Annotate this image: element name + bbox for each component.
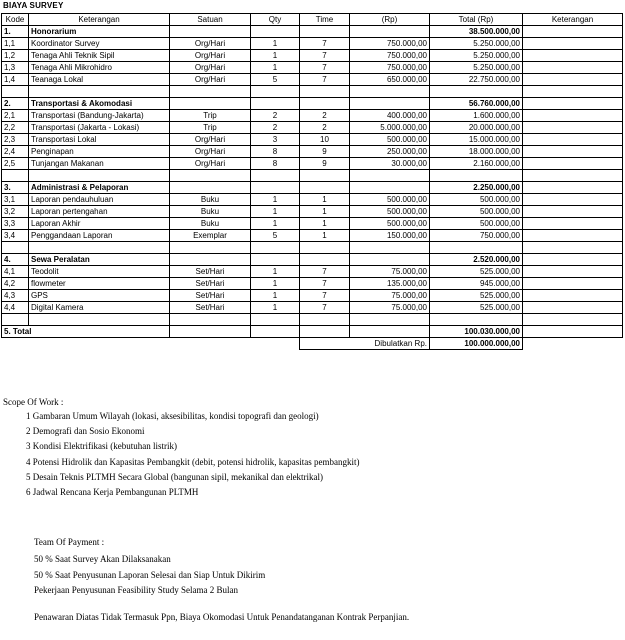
grand-total-row xyxy=(2,326,623,338)
col-header-kode: Kode xyxy=(2,14,29,26)
blank-cell xyxy=(251,170,300,182)
row-qty: 2 xyxy=(251,110,300,122)
row-note xyxy=(523,290,623,302)
row-kode: 3,3 xyxy=(2,218,29,230)
row-keterangan: Teodolit xyxy=(29,266,170,278)
table-row xyxy=(2,74,623,86)
table-row xyxy=(2,38,623,50)
row-rp: 75.000,00 xyxy=(350,266,430,278)
col-header-satuan: Satuan xyxy=(170,14,251,26)
row-satuan: Set/Hari xyxy=(170,290,251,302)
empty-cell xyxy=(523,26,623,38)
row-rp: 750.000,00 xyxy=(350,62,430,74)
row-note xyxy=(523,266,623,278)
blank-cell xyxy=(523,242,623,254)
row-time: 9 xyxy=(300,146,350,158)
empty-cell xyxy=(523,254,623,266)
footer-note: Penawaran Diatas Tidak Termasuk Ppn, Biaya Okomodasi Untuk Penandatanganan Kontrak Perpanjian. xyxy=(34,612,410,622)
row-keterangan: Transportasi Lokal xyxy=(29,134,170,146)
row-total: 500.000,00 xyxy=(430,218,523,230)
row-time: 1 xyxy=(300,206,350,218)
row-qty: 1 xyxy=(251,194,300,206)
blank-cell xyxy=(170,314,251,326)
row-qty: 1 xyxy=(251,218,300,230)
budget-body xyxy=(2,26,623,350)
section-code: 2. xyxy=(2,98,29,110)
col-header-keterangan: Keterangan xyxy=(29,14,170,26)
row-time: 2 xyxy=(300,122,350,134)
col-header-qty: Qty xyxy=(251,14,300,26)
section-name: Sewa Peralatan xyxy=(29,254,170,266)
row-rp: 500.000,00 xyxy=(350,134,430,146)
row-rp: 500.000,00 xyxy=(350,194,430,206)
col-header-total: Total (Rp) xyxy=(430,14,523,26)
empty-cell xyxy=(523,338,623,350)
row-qty: 8 xyxy=(251,158,300,170)
payment-title: Team Of Payment : xyxy=(34,537,105,547)
scope-item: 6 Jadwal Rencana Kerja Pembangunan PLTMH xyxy=(26,486,199,497)
row-note xyxy=(523,50,623,62)
col-header-keterangan-2: Keterangan xyxy=(523,14,623,26)
row-total: 15.000.000,00 xyxy=(430,134,523,146)
row-keterangan: flowmeter xyxy=(29,278,170,290)
grand-total-label: 5. Total xyxy=(2,326,170,338)
row-kode: 4,4 xyxy=(2,302,29,314)
row-qty: 8 xyxy=(251,146,300,158)
empty-cell xyxy=(170,26,251,38)
blank-cell xyxy=(350,86,430,98)
blank-cell xyxy=(350,170,430,182)
blank-cell xyxy=(29,170,170,182)
row-satuan: Set/Hari xyxy=(170,278,251,290)
row-total: 525.000,00 xyxy=(430,266,523,278)
row-keterangan: Teanaga Lokal xyxy=(29,74,170,86)
row-note xyxy=(523,158,623,170)
payment-item: 50 % Saat Survey Akan Dilaksanakan xyxy=(34,554,171,564)
blank-cell xyxy=(523,170,623,182)
row-qty: 3 xyxy=(251,134,300,146)
row-satuan: Buku xyxy=(170,194,251,206)
section-row xyxy=(2,182,623,194)
row-kode: 3,1 xyxy=(2,194,29,206)
row-qty: 1 xyxy=(251,266,300,278)
row-total: 525.000,00 xyxy=(430,302,523,314)
row-note xyxy=(523,110,623,122)
row-kode: 1,2 xyxy=(2,50,29,62)
row-satuan: Org/Hari xyxy=(170,134,251,146)
row-keterangan: Tunjangan Makanan xyxy=(29,158,170,170)
row-time: 7 xyxy=(300,266,350,278)
empty-cell xyxy=(300,326,350,338)
row-time: 7 xyxy=(300,290,350,302)
row-total: 5.250.000,00 xyxy=(430,38,523,50)
col-header-time: Time xyxy=(300,14,350,26)
row-qty: 1 xyxy=(251,302,300,314)
row-keterangan: Transportasi (Jakarta - Lokasi) xyxy=(29,122,170,134)
row-note xyxy=(523,218,623,230)
row-time: 1 xyxy=(300,194,350,206)
table-row xyxy=(2,290,623,302)
row-qty: 1 xyxy=(251,290,300,302)
row-satuan: Exemplar xyxy=(170,230,251,242)
blank-row xyxy=(2,242,623,254)
row-note xyxy=(523,134,623,146)
row-satuan: Buku xyxy=(170,206,251,218)
row-satuan: Set/Hari xyxy=(170,266,251,278)
row-total: 5.250.000,00 xyxy=(430,50,523,62)
blank-cell xyxy=(300,86,350,98)
row-note xyxy=(523,194,623,206)
row-kode: 3,4 xyxy=(2,230,29,242)
row-qty: 1 xyxy=(251,206,300,218)
row-keterangan: Penggandaan Laporan xyxy=(29,230,170,242)
blank-cell xyxy=(523,314,623,326)
section-total: 2.520.000,00 xyxy=(430,254,523,266)
blank-cell xyxy=(350,242,430,254)
scope-item: 2 Demografi dan Sosio Ekonomi xyxy=(26,426,145,437)
empty-cell xyxy=(300,254,350,266)
row-qty: 5 xyxy=(251,74,300,86)
blank-row xyxy=(2,314,623,326)
row-note xyxy=(523,74,623,86)
row-rp: 500.000,00 xyxy=(350,206,430,218)
row-rp: 750.000,00 xyxy=(350,38,430,50)
row-total: 22.750.000,00 xyxy=(430,74,523,86)
row-satuan: Org/Hari xyxy=(170,146,251,158)
empty-cell xyxy=(523,182,623,194)
row-note xyxy=(523,278,623,290)
table-row xyxy=(2,134,623,146)
empty-cell xyxy=(300,98,350,110)
blank-cell xyxy=(170,242,251,254)
row-kode: 4,2 xyxy=(2,278,29,290)
row-qty: 1 xyxy=(251,278,300,290)
row-kode: 2,5 xyxy=(2,158,29,170)
row-total: 525.000,00 xyxy=(430,290,523,302)
row-kode: 2,2 xyxy=(2,122,29,134)
row-keterangan: Koordinator Survey xyxy=(29,38,170,50)
row-kode: 4,3 xyxy=(2,290,29,302)
rounded-label: Dibulatkan Rp. xyxy=(300,338,430,350)
empty-cell xyxy=(251,182,300,194)
row-rp: 650.000,00 xyxy=(350,74,430,86)
row-rp: 250.000,00 xyxy=(350,146,430,158)
blank-cell xyxy=(170,170,251,182)
blank-cell xyxy=(29,242,170,254)
row-keterangan: Tenaga Ahli Mikrohidro xyxy=(29,62,170,74)
blank-cell xyxy=(523,86,623,98)
row-satuan: Set/Hari xyxy=(170,302,251,314)
table-row xyxy=(2,122,623,134)
row-kode: 4,1 xyxy=(2,266,29,278)
row-satuan: Org/Hari xyxy=(170,38,251,50)
row-total: 18.000.000,00 xyxy=(430,146,523,158)
empty-cell xyxy=(170,98,251,110)
row-kode: 1,4 xyxy=(2,74,29,86)
row-total: 2.160.000,00 xyxy=(430,158,523,170)
rounded-row xyxy=(2,338,623,350)
empty-cell xyxy=(251,326,300,338)
blank-cell xyxy=(170,86,251,98)
blank-cell xyxy=(300,314,350,326)
blank-cell xyxy=(2,170,29,182)
row-total: 500.000,00 xyxy=(430,194,523,206)
row-rp: 5.000.000,00 xyxy=(350,122,430,134)
empty-cell xyxy=(2,338,29,350)
row-rp: 750.000,00 xyxy=(350,50,430,62)
row-note xyxy=(523,230,623,242)
empty-cell xyxy=(350,26,430,38)
row-qty: 1 xyxy=(251,62,300,74)
empty-cell xyxy=(29,338,170,350)
empty-cell xyxy=(350,254,430,266)
blank-cell xyxy=(430,86,523,98)
blank-cell xyxy=(300,242,350,254)
empty-cell xyxy=(251,254,300,266)
blank-cell xyxy=(29,86,170,98)
scope-title: Scope Of Work : xyxy=(3,397,64,407)
row-total: 750.000,00 xyxy=(430,230,523,242)
empty-cell xyxy=(170,254,251,266)
row-rp: 500.000,00 xyxy=(350,218,430,230)
table-row xyxy=(2,62,623,74)
blank-cell xyxy=(251,86,300,98)
row-kode: 3,2 xyxy=(2,206,29,218)
section-row xyxy=(2,26,623,38)
table-row xyxy=(2,266,623,278)
table-row xyxy=(2,218,623,230)
row-keterangan: Transportasi (Bandung-Jakarta) xyxy=(29,110,170,122)
row-note xyxy=(523,302,623,314)
row-time: 1 xyxy=(300,218,350,230)
payment-list xyxy=(34,552,265,599)
row-time: 9 xyxy=(300,158,350,170)
section-code: 4. xyxy=(2,254,29,266)
scope-item: 4 Potensi Hidrolik dan Kapasitas Pembangkit (debit, potensi hidrolik, kapasitas pembangkit) xyxy=(26,456,360,467)
row-satuan: Trip xyxy=(170,122,251,134)
row-time: 7 xyxy=(300,50,350,62)
row-rp: 135.000,00 xyxy=(350,278,430,290)
section-name: Honorarium xyxy=(29,26,170,38)
row-rp: 400.000,00 xyxy=(350,110,430,122)
empty-cell xyxy=(170,182,251,194)
budget-table xyxy=(1,13,623,350)
row-kode: 2,4 xyxy=(2,146,29,158)
empty-cell xyxy=(170,338,251,350)
row-keterangan: Tenaga Ahli Teknik Sipil xyxy=(29,50,170,62)
payment-item: 50 % Saat Penyusunan Laporan Selesai dan Siap Untuk Dikirim xyxy=(34,569,266,580)
sheet-title: BIAYA SURVEY xyxy=(3,1,64,10)
table-row xyxy=(2,278,623,290)
section-total: 2.250.000,00 xyxy=(430,182,523,194)
blank-cell xyxy=(29,314,170,326)
row-rp: 75.000,00 xyxy=(350,302,430,314)
empty-cell xyxy=(350,326,430,338)
row-total: 500.000,00 xyxy=(430,206,523,218)
empty-cell xyxy=(523,326,623,338)
scope-item: 3 Kondisi Elektrifikasi (kebutuhan listrik) xyxy=(26,441,177,452)
blank-cell xyxy=(251,242,300,254)
blank-cell xyxy=(430,170,523,182)
blank-cell xyxy=(2,86,29,98)
rounded-value: 100.000.000,00 xyxy=(430,338,523,350)
row-total: 20.000.000,00 xyxy=(430,122,523,134)
header-row xyxy=(2,14,623,26)
row-time: 7 xyxy=(300,62,350,74)
row-qty: 2 xyxy=(251,122,300,134)
row-note xyxy=(523,206,623,218)
section-code: 1. xyxy=(2,26,29,38)
row-satuan: Buku xyxy=(170,218,251,230)
empty-cell xyxy=(251,98,300,110)
table-row xyxy=(2,230,623,242)
row-total: 945.000,00 xyxy=(430,278,523,290)
row-rp: 30.000,00 xyxy=(350,158,430,170)
col-header-rp: (Rp) xyxy=(350,14,430,26)
empty-cell xyxy=(251,338,300,350)
row-rp: 75.000,00 xyxy=(350,290,430,302)
section-row xyxy=(2,254,623,266)
table-row xyxy=(2,158,623,170)
row-keterangan: Penginapan xyxy=(29,146,170,158)
section-code: 3. xyxy=(2,182,29,194)
table-row xyxy=(2,302,623,314)
row-time: 2 xyxy=(300,110,350,122)
row-time: 10 xyxy=(300,134,350,146)
row-satuan: Org/Hari xyxy=(170,62,251,74)
row-time: 7 xyxy=(300,302,350,314)
blank-cell xyxy=(2,242,29,254)
row-total: 1.600.000,00 xyxy=(430,110,523,122)
empty-cell xyxy=(350,182,430,194)
section-name: Administrasi & Pelaporan xyxy=(29,182,170,194)
row-note xyxy=(523,62,623,74)
row-qty: 1 xyxy=(251,38,300,50)
scope-list xyxy=(26,409,359,500)
row-note xyxy=(523,122,623,134)
row-note xyxy=(523,146,623,158)
blank-row xyxy=(2,170,623,182)
blank-cell xyxy=(350,314,430,326)
empty-cell xyxy=(523,98,623,110)
table-row xyxy=(2,206,623,218)
payment-item: Pekerjaan Penyusunan Feasibility Study Selama 2 Bulan xyxy=(34,585,238,595)
blank-row xyxy=(2,86,623,98)
row-keterangan: GPS xyxy=(29,290,170,302)
grand-total-value: 100.030.000,00 xyxy=(430,326,523,338)
section-total: 56.760.000,00 xyxy=(430,98,523,110)
row-keterangan: Laporan pertengahan xyxy=(29,206,170,218)
empty-cell xyxy=(300,182,350,194)
row-kode: 2,3 xyxy=(2,134,29,146)
scope-item: 1 Gambaran Umum Wilayah (lokasi, aksesibilitas, kondisi topografi dan geologi) xyxy=(26,411,319,421)
empty-cell xyxy=(300,26,350,38)
blank-cell xyxy=(251,314,300,326)
row-qty: 1 xyxy=(251,50,300,62)
row-rp: 150.000,00 xyxy=(350,230,430,242)
row-keterangan: Digital Kamera xyxy=(29,302,170,314)
row-total: 5.250.000,00 xyxy=(430,62,523,74)
row-keterangan: Laporan Akhir xyxy=(29,218,170,230)
table-row xyxy=(2,194,623,206)
blank-cell xyxy=(430,314,523,326)
row-satuan: Org/Hari xyxy=(170,50,251,62)
row-satuan: Trip xyxy=(170,110,251,122)
row-satuan: Org/Hari xyxy=(170,158,251,170)
scope-item: 5 Desain Teknis PLTMH Secara Global (bangunan sipil, mekanikal dan elektrikal) xyxy=(26,471,324,482)
blank-cell xyxy=(430,242,523,254)
row-time: 7 xyxy=(300,278,350,290)
row-note xyxy=(523,38,623,50)
row-qty: 5 xyxy=(251,230,300,242)
empty-cell xyxy=(170,326,251,338)
table-row xyxy=(2,146,623,158)
table-row xyxy=(2,110,623,122)
row-time: 1 xyxy=(300,230,350,242)
row-time: 7 xyxy=(300,74,350,86)
section-row xyxy=(2,98,623,110)
row-satuan: Org/Hari xyxy=(170,74,251,86)
row-kode: 1,3 xyxy=(2,62,29,74)
empty-cell xyxy=(350,98,430,110)
empty-cell xyxy=(251,26,300,38)
row-kode: 1,1 xyxy=(2,38,29,50)
blank-cell xyxy=(2,314,29,326)
section-total: 38.500.000,00 xyxy=(430,26,523,38)
row-keterangan: Laporan pendauhuluan xyxy=(29,194,170,206)
row-time: 7 xyxy=(300,38,350,50)
row-kode: 2,1 xyxy=(2,110,29,122)
blank-cell xyxy=(300,170,350,182)
table-row xyxy=(2,50,623,62)
section-name: Transportasi & Akomodasi xyxy=(29,98,170,110)
